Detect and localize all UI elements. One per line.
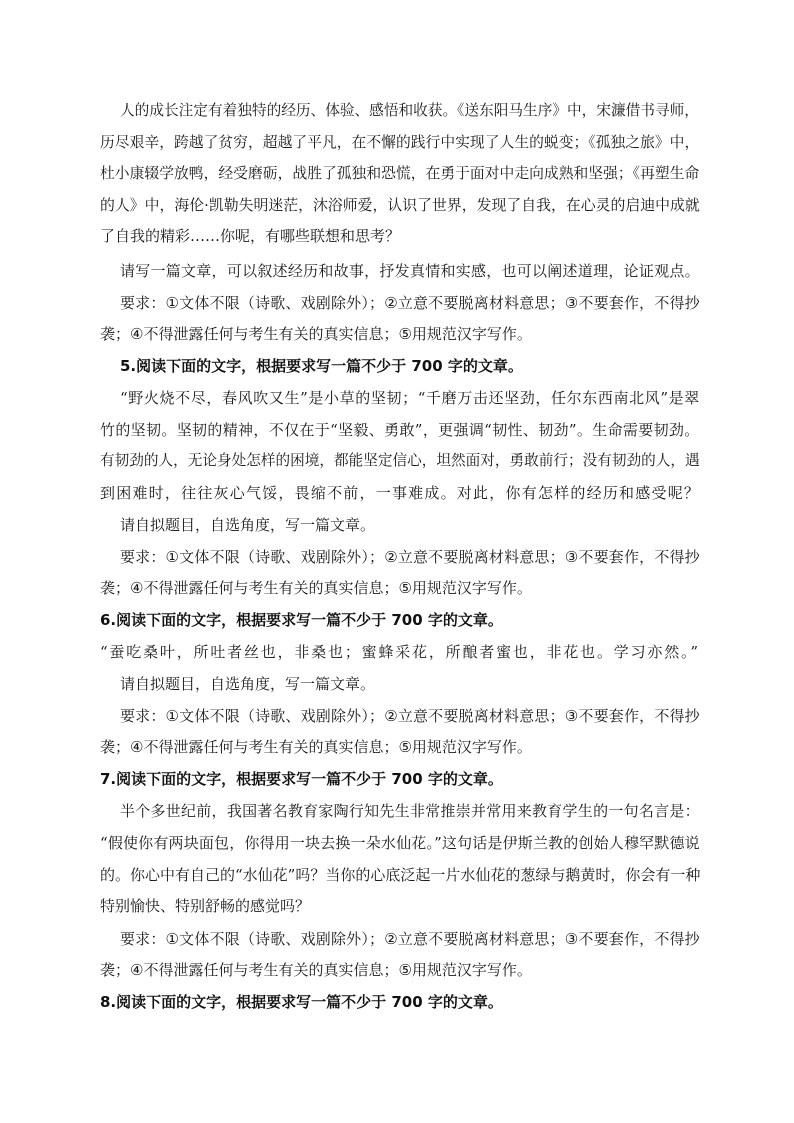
text-line: 袭；④不得泄露任何与考生有关的真实信息；⑤用规范汉字写作。 xyxy=(100,325,532,343)
text-line: 要求：①文体不限（诗歌、戏剧除外）；②立意不要脱离材料意思；③不要套作，不得抄 xyxy=(120,930,700,948)
text-line: 袭；④不得泄露任何与考生有关的真实信息；⑤用规范汉字写作。 xyxy=(100,738,532,756)
text-line: 要求：①文体不限（诗歌、戏剧除外）；②立意不要脱离材料意思；③不要套作，不得抄 xyxy=(120,707,700,725)
section-heading: 6.阅读下面的文字，根据要求写一篇不少于 700 字的文章。 xyxy=(100,611,503,629)
text-line: 的。你心中有自己的“水仙花”吗？当你的心底泛起一片水仙花的葱绿与鹅黄时，你会有一种 xyxy=(100,866,701,884)
text-line: 人的成长注定有着独特的经历、体验、感悟和收获。《送东阳马生序》中，宋濂借书寻师， xyxy=(120,102,699,119)
text-line: 的人》中，海伦·凯勒失明迷茫，沐浴师爱，认识了世界，发现了自我，在心灵的启迪中成就 xyxy=(100,196,700,214)
text-line: 要求：①文体不限（诗歌、戏剧除外）；②立意不要脱离材料意思；③不要套作，不得抄 xyxy=(120,294,700,312)
section-heading: 8.阅读下面的文字，根据要求写一篇不少于 700 字的文章。 xyxy=(100,993,503,1011)
text-line: 要求：①文体不限（诗歌、戏剧除外）；②立意不要脱离材料意思；③不要套作，不得抄 xyxy=(120,548,700,566)
text-line: 特别愉快、特别舒畅的感觉吗？ xyxy=(100,897,311,915)
text-line: 请写一篇文章，可以叙述经历和故事，抒发真情和实感，也可以阐述道理，论证观点。 xyxy=(120,262,700,280)
text-line: 袭；④不得泄露任何与考生有关的真实信息；⑤用规范汉字写作。 xyxy=(100,579,532,597)
text-line: 请自拟题目，自选角度，写一篇文章。 xyxy=(120,516,376,534)
text-line: 请自拟题目，自选角度，写一篇文章。 xyxy=(120,675,376,693)
section-heading: 7.阅读下面的文字，根据要求写一篇不少于 700 字的文章。 xyxy=(100,770,503,788)
text-line: “蚕吃桑叶，所吐者丝也，非桑也；蜜蜂采花，所酿者蜜也，非花也。学习亦然。” xyxy=(100,643,700,661)
text-line: 到困难时，往往灰心气馁，畏缩不前，一事难成。对此，你有怎样的经历和感受呢？ xyxy=(100,484,701,502)
text-line: 袭；④不得泄露任何与考生有关的真实信息；⑤用规范汉字写作。 xyxy=(100,961,532,979)
section-heading: 5.阅读下面的文字，根据要求写一篇不少于 700 字的文章。 xyxy=(120,357,523,375)
text-line: 有韧劲的人，无论身处怎样的困境，都能坚定信心，坦然面对，勇敢前行；没有韧劲的人，遇 xyxy=(100,452,700,469)
text-line: 半个多世纪前，我国著名教育家陶行知先生非常推崇并常用来教育学生的一句名言是： xyxy=(120,802,700,820)
text-line: 竹的坚韧。坚韧的精神，不仅在于“坚毅、勇敢”，更强调“韧性、韧劲”。生命需要韧劲。 xyxy=(100,421,700,439)
text-line: “野火烧不尽，春风吹又生”是小草的坚韧；“千磨万击还坚劲，任尔东西南北风”是翠 xyxy=(120,389,700,407)
text-line: “假使你有两块面包，你得用一块去换一朵水仙花。”这句话是伊斯兰教的创始人穆罕默德说 xyxy=(100,834,700,852)
text-line: 了自我的精彩……你呢，有哪些联想和思考？ xyxy=(100,227,401,245)
text-line: 杜小康辍学放鸭，经受磨砺，战胜了孤独和恐慌，在勇于面对中走向成熟和坚强；《再塑生命 xyxy=(100,165,700,182)
text-line: 历尽艰辛，跨越了贫穷，超越了平凡，在不懈的践行中实现了人生的蜕变；《孤独之旅》中， xyxy=(100,134,700,151)
